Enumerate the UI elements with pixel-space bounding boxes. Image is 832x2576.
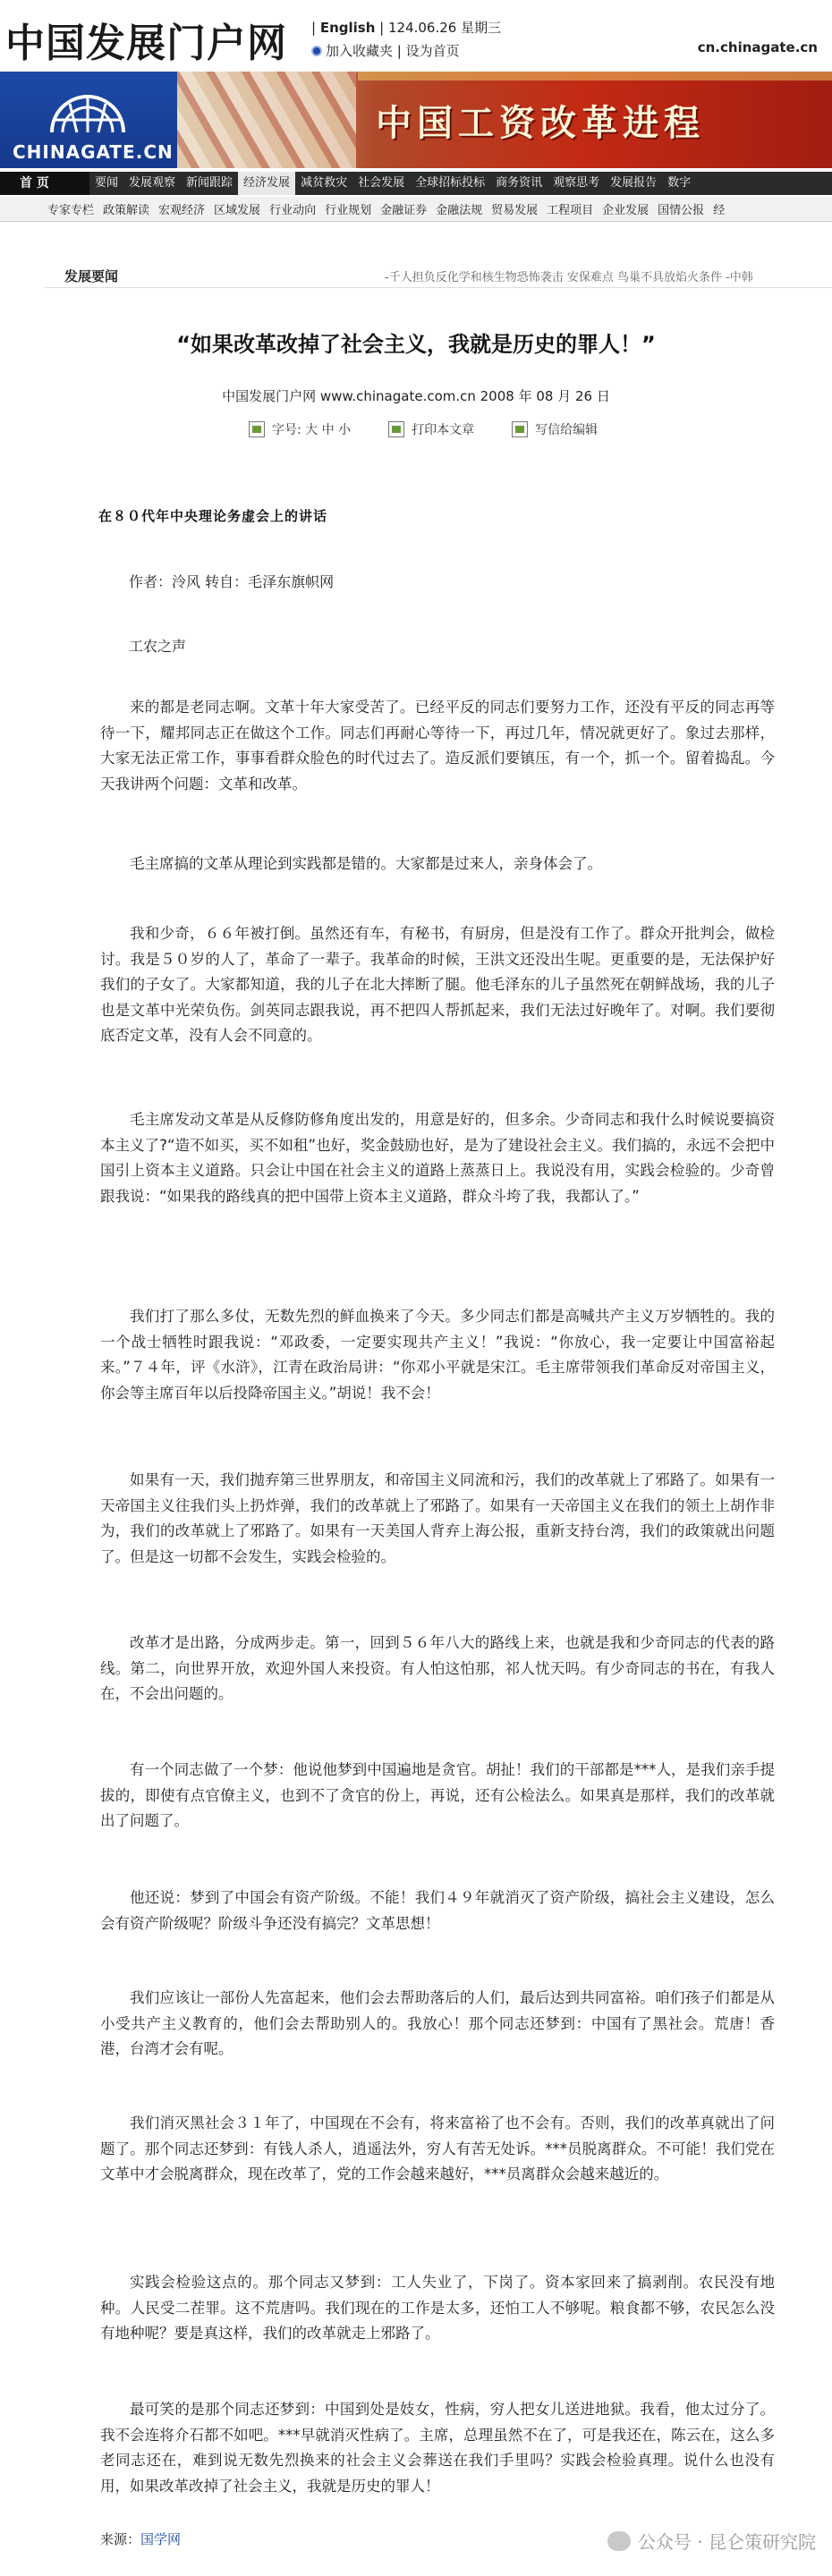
globe-icon bbox=[47, 80, 129, 134]
subnav-item[interactable]: 贸易发展 bbox=[491, 204, 539, 217]
main-nav bbox=[0, 172, 832, 195]
chinagate-logo[interactable] bbox=[0, 72, 177, 168]
article-paragraph: 来的都是老同志啊。文革十年大家受苦了。已经平反的同志们要努力工作，还没有平反的同志再等待一下，耀邦同志正在做这个工作。同志们再耐心等待一下，再过几年，情况就更好了。象过去那样，大家无法正常工作，事事看群众脸色的时代过去了。造反派们要镇压，有一个，抓一个。留着捣乱。今天我讲两个问题：文革和改革。 bbox=[100, 699, 775, 792]
nav-item-society[interactable]: 社会发展 bbox=[358, 176, 405, 190]
subnav-item[interactable]: 金融证券 bbox=[380, 204, 428, 217]
brand-text: CHINAGATE.CN bbox=[13, 141, 174, 163]
nav-item-digital[interactable]: 数字 bbox=[667, 176, 692, 190]
nav-item-news[interactable]: 要闻 bbox=[95, 176, 119, 190]
set-homepage-link[interactable]: 设为首页 bbox=[405, 43, 460, 59]
nav-item-poverty[interactable]: 减贫救灾 bbox=[301, 176, 348, 190]
banner-title: 中国工资改革进程 bbox=[376, 102, 705, 144]
print-label: 打印本文章 bbox=[412, 423, 475, 437]
wechat-icon bbox=[607, 2531, 631, 2551]
print-button[interactable] bbox=[388, 420, 474, 438]
nav-item-tracking[interactable]: 新闻跟踪 bbox=[186, 176, 233, 190]
sub-nav bbox=[0, 197, 832, 222]
subnav-item[interactable]: 工程项目 bbox=[547, 204, 594, 217]
nav-item-bidding[interactable]: 全球招标投标 bbox=[415, 176, 486, 190]
article-paragraph: 我们消灭黑社会３１年了，中国现在不会有，将来富裕了也不会有。否则，我们的改革真就出了问题了。那个同志还梦到：有钱人杀人，逍遥法外，穷人有苦无处诉。***员脱离群众。不可能！我们党在文革中才会脱离群众，现在改革了，党的工作会越来越好，***员离群众会越来越近的。 bbox=[100, 2114, 775, 2182]
article-paragraph: 有一个同志做了一个梦：他说他梦到中国遍地是贪官。胡扯！我们的干部都是***人，是我们亲手提拔的，即使有点官僚主义，也到不了贪官的份上，再说，还有公检法么。如果真是那样，我们的改革就出了问题了。 bbox=[100, 1761, 775, 1829]
article-paragraph: 如果有一天，我们抛弃第三世界朋友，和帝国主义同流和污，我们的改革就上了邪路了。如果有一天帝国主义往我们头上扔炸弹，我们的改革就上了邪路了。如果有一天帝国主义在我们的领土上胡作非为，我们的改革就上了邪路了。如果有一天美国人背弃上海公报，重新支持台湾，我们的政策就出问题了。但是这一切都不会发生，实践会检验的。 bbox=[100, 1471, 775, 1565]
article-paragraph: 他还说：梦到了中国会有资产阶级。不能！我们４９年就消灭了资产阶级，搞社会主义建设，怎么会有资产阶级呢？阶级斗争还没有搞完？文革思想！ bbox=[100, 1889, 775, 1932]
article-title: “如果改革改掉了社会主义，我就是历史的罪人！” bbox=[176, 332, 656, 357]
font-size-tool[interactable] bbox=[249, 420, 351, 438]
article-paragraph: 毛主席发动文革是从反修防修角度出发的，用意是好的，但多余。少奇同志和我什么时候说要搞资本主义了?“造不如买，买不如租”也好，奖金鼓励也好，是为了建设社会主义。我们搞的，永远不会把中国引上资本主义道路。只会让中国在社会主义的道路上蒸蒸日上。我说没有用，实践会检验的。少奇曾跟我说：“如果我的路线真的把中国带上资本主义道路，群众斗垮了我，我都认了。” bbox=[100, 1111, 775, 1205]
top-actions: 加入收藏夹 | 设为首页 bbox=[311, 41, 460, 60]
article-paragraph: 最可笑的是那个同志还梦到：中国到处是妓女，性病，穷人把女儿送进地狱。我看，他太过分了。我不会连将介石都不如吧。***早就消灭性病了。主席，总理虽然不在了，可是我还在，陈云在，这么多老同志还在，难到说无数先烈换来的社会主义会葬送在我们手里吗？实践会检验真理。说什么也没有用，如果改革改掉了社会主义，我就是历史的罪人！ bbox=[100, 2401, 775, 2495]
article-paragraph: 改革才是出路，分成两步走。第一，回到５６年八大的路线上来，也就是我和少奇同志的代表的路线。第二，向世界开放，欢迎外国人来投资。有人怕这怕那，祁人忧天吗。有少奇同志的书在，有我人在，不会出问题的。 bbox=[100, 1634, 775, 1702]
font-size-icon bbox=[249, 421, 265, 437]
section-title: 发展要闻 bbox=[64, 268, 119, 284]
site-logo[interactable]: 中国发展门户网 bbox=[5, 21, 287, 66]
email-editor-button[interactable] bbox=[512, 420, 598, 438]
subnav-item[interactable]: 宏观经济 bbox=[158, 204, 206, 217]
watermark-text: 公众号 · 昆仑策研究院 bbox=[637, 2531, 816, 2553]
article-meta: 中国发展门户网 www.chinagate.com.cn 2008 年 08 月 26 日 bbox=[222, 388, 610, 404]
news-ticker[interactable]: -千人担负反化学和核生物恐怖袭击 安保难点 鸟巢不具放焰火条件 -中韩 bbox=[385, 271, 753, 284]
mail-icon bbox=[512, 421, 528, 437]
subnav-item[interactable]: 金融法规 bbox=[436, 204, 483, 217]
source-label: 来源： bbox=[100, 2531, 141, 2547]
print-icon bbox=[388, 421, 404, 437]
subnav-item[interactable]: 行业规划 bbox=[325, 204, 372, 217]
nav-item-business[interactable]: 商务资讯 bbox=[496, 176, 543, 190]
article-paragraph: 我和少奇，６６年被打倒。虽然还有车，有秘书，有厨房，但是没有工作了。群众开批判会，做检讨。我是５０岁的人了，革命了一辈子。我革命的时候，王洪文还没出生呢。更重要的是，无法保护好我们的子女了。大家都知道，我的儿子在北大摔断了腿。他毛泽东的儿子虽然死在朝鲜战场，我的儿子也是文革中光荣负伤。剑英同志跟我说，再不把四人帮抓起来，我们无法过好晚年了。对啊。我们要彻底否定文革，没有人会不同意的。 bbox=[100, 925, 775, 1044]
font-size-label: 字号: 大 中 小 bbox=[272, 423, 352, 437]
banner-money-image bbox=[177, 72, 356, 168]
article-source bbox=[100, 2529, 181, 2548]
subnav-item[interactable]: 政策解读 bbox=[103, 204, 150, 217]
nav-home[interactable]: 首 页 bbox=[0, 172, 89, 195]
article-paragraph: 实践会检验这点的。那个同志又梦到：工人失业了，下岗了。资本家回来了搞剥削。农民没有地种。人民受二茬罪。这不荒唐吗。我们现在的工作是太多，还怕工人不够呢。粮食都不够，农民怎么没有地种呢？要是真这样，我们的改革就走上邪路了。 bbox=[100, 2274, 775, 2342]
date-text: 124.06.26 星期三 bbox=[387, 20, 502, 36]
bullet-icon bbox=[311, 46, 322, 56]
subnav-item[interactable]: 行业动向 bbox=[269, 204, 317, 217]
banner bbox=[0, 72, 832, 168]
site-domain: cn.chinagate.cn bbox=[697, 39, 818, 55]
section-bar bbox=[45, 265, 832, 288]
source-link[interactable]: 国学网 bbox=[140, 2531, 182, 2547]
english-link[interactable]: English bbox=[319, 20, 376, 36]
article-subhead: 在８０代年中央理论务虚会上的讲话 bbox=[98, 508, 328, 524]
nav-item-reports[interactable]: 发展报告 bbox=[610, 176, 658, 190]
article-author: 作者：泠风 转自：毛泽东旗帜网 bbox=[129, 573, 335, 590]
nav-item-observation[interactable]: 发展观察 bbox=[129, 176, 176, 190]
email-label: 写信给编辑 bbox=[535, 423, 599, 437]
article-column: 工农之声 bbox=[129, 638, 187, 655]
add-favorite-link[interactable]: 加入收藏夹 bbox=[326, 43, 394, 59]
article-tools bbox=[249, 420, 598, 438]
subnav-item[interactable]: 区域发展 bbox=[214, 204, 261, 217]
article-paragraph: 我们打了那么多仗，无数先烈的鲜血换来了今天。多少同志们都是高喊共产主义万岁牺牲的。我的一个战士牺牲时跟我说：“邓政委，一定要实现共产主义！”我说：“你放心，我一定要让中国富裕起来。”７４年，评《水浒》，江青在政治局讲：“你邓小平就是宋江。毛主席带领我们革命反对帝国主义，你会等主席百年以后投降帝国主义。”胡说！我不会！ bbox=[100, 1308, 775, 1402]
subnav-item[interactable]: 国情公报 bbox=[658, 204, 705, 217]
nav-item-thinking[interactable]: 观察思考 bbox=[553, 176, 600, 190]
subnav-item[interactable]: 经 bbox=[713, 204, 726, 217]
article-paragraph: 毛主席搞的文革从理论到实践都是错的。大家都是过来人，亲身体会了。 bbox=[130, 855, 602, 872]
subnav-item[interactable]: 专家专栏 bbox=[47, 204, 95, 217]
top-links: | English | 124.06.26 星期三 bbox=[311, 20, 502, 36]
article-paragraph: 我们应该让一部份人先富起来，他们会去帮助落后的人们，最后达到共同富裕。咱们孩子们都是从小受共产主义教育的，他们会去帮助别人的。我放心！那个同志还梦到：中国有了黑社会。荒唐！香港，台湾才会有呢。 bbox=[100, 1989, 775, 2057]
top-header bbox=[0, 0, 832, 70]
banner-stripe bbox=[358, 72, 832, 80]
watermark bbox=[607, 2528, 816, 2554]
subnav-item[interactable]: 企业发展 bbox=[602, 204, 649, 217]
nav-item-economy[interactable]: 经济发展 bbox=[238, 172, 295, 195]
